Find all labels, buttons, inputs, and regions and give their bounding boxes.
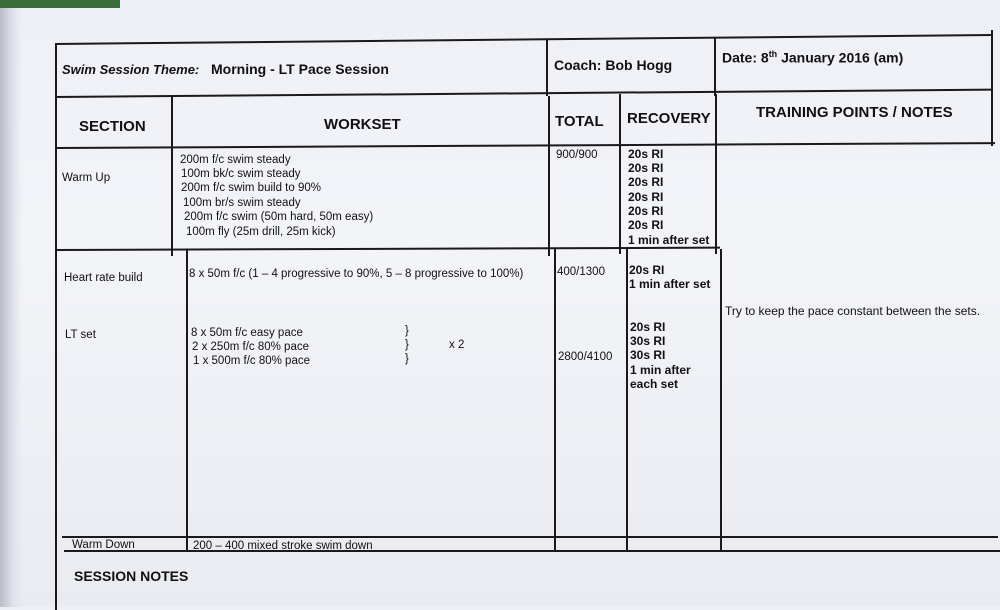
recovery-line: 20s RI xyxy=(628,190,664,204)
recovery-notes-divider xyxy=(715,94,717,254)
workset-line: 2 x 250m f/c 80% pace xyxy=(192,341,309,353)
recovery-line: 30s RI xyxy=(630,334,666,348)
column-header-recovery: RECOVERY xyxy=(627,110,711,127)
recovery-line: 20s RI xyxy=(628,204,664,218)
set-multiplier: x 2 xyxy=(449,339,465,351)
session-notes-heading: SESSION NOTES xyxy=(74,568,189,584)
recovery-line: 20s RI xyxy=(628,175,664,189)
warmdown-top-divider xyxy=(62,536,998,538)
theme-coach-divider xyxy=(546,40,548,96)
recovery-line: 20s RI xyxy=(628,161,664,175)
section-warm-down: Warm Down xyxy=(72,539,135,551)
recovery-line: 1 min after set xyxy=(628,233,710,247)
table-top-border xyxy=(55,34,992,45)
coach-date-divider xyxy=(714,37,716,96)
recovery-line: 30s RI xyxy=(630,348,666,362)
workset-line: 200m f/c swim (50m hard, 50m easy) xyxy=(184,211,374,223)
section-warm-up: Warm Up xyxy=(62,172,111,184)
workset-line: 100m br/s swim steady xyxy=(183,197,301,209)
session-date xyxy=(722,49,903,66)
total-recovery-divider-lower xyxy=(626,249,628,552)
brace: } xyxy=(405,339,409,351)
column-header-notes: TRAINING POINTS / NOTES xyxy=(756,104,953,121)
workset-heart-rate: 8 x 50m f/c (1 – 4 progressive to 90%, 5 – 8 progressive to 100%) xyxy=(189,268,524,280)
total-warm-up: 900/900 xyxy=(556,149,598,161)
page-edge-shadow xyxy=(0,0,22,607)
recovery-line: 20s RI xyxy=(628,147,664,161)
table-right-border xyxy=(991,30,993,146)
recovery-line: 20s RI xyxy=(629,263,665,277)
section-lt-set: LT set xyxy=(65,329,96,341)
column-header-total: TOTAL xyxy=(555,113,604,130)
section-column-divider xyxy=(171,96,173,256)
workset-line: 200m f/c swim steady xyxy=(180,154,291,166)
brace: } xyxy=(405,325,409,337)
date-superscript: th xyxy=(768,49,778,59)
recovery-line: 20s RI xyxy=(630,320,666,334)
total-lt-set: 2800/4100 xyxy=(558,351,613,363)
section-column-divider-lower xyxy=(186,249,188,552)
date-prefix: Date: 8 xyxy=(722,49,769,66)
workset-line: 8 x 50m f/c easy pace xyxy=(191,327,303,339)
workset-line: 100m bk/c swim steady xyxy=(181,168,301,180)
date-suffix: January 2016 (am) xyxy=(777,49,904,66)
theme-value: Morning - LT Pace Session xyxy=(211,61,389,77)
brace: } xyxy=(405,353,409,365)
recovery-line: each set xyxy=(630,377,679,391)
workset-warm-down: 200 – 400 mixed stroke swim down xyxy=(193,540,373,552)
training-note: Try to keep the pace constant between the sets. xyxy=(725,304,981,318)
column-header-workset: WORKSET xyxy=(324,116,401,133)
workset-total-divider xyxy=(548,96,550,256)
workset-total-divider-lower xyxy=(554,249,556,552)
recovery-notes-divider-lower xyxy=(720,249,722,552)
background-strip xyxy=(0,0,120,8)
total-recovery-divider xyxy=(619,94,621,254)
column-header-section: SECTION xyxy=(79,118,146,135)
recovery-line: 1 min after set xyxy=(629,277,711,291)
theme-label: Swim Session Theme: xyxy=(62,62,200,77)
table-left-border xyxy=(55,44,57,610)
coach-name: Coach: Bob Hogg xyxy=(554,57,673,73)
recovery-line: 1 min after xyxy=(630,363,691,377)
workset-line: 1 x 500m f/c 80% pace xyxy=(193,355,310,367)
workset-line: 200m f/c swim build to 90% xyxy=(181,182,321,194)
workset-line: 100m fly (25m drill, 25m kick) xyxy=(186,226,336,238)
total-heart-rate: 400/1300 xyxy=(557,266,605,278)
column-header-divider xyxy=(55,142,995,149)
section-heart-rate-build: Heart rate build xyxy=(64,272,143,284)
header-row-divider xyxy=(55,89,992,98)
recovery-line: 20s RI xyxy=(628,218,664,232)
